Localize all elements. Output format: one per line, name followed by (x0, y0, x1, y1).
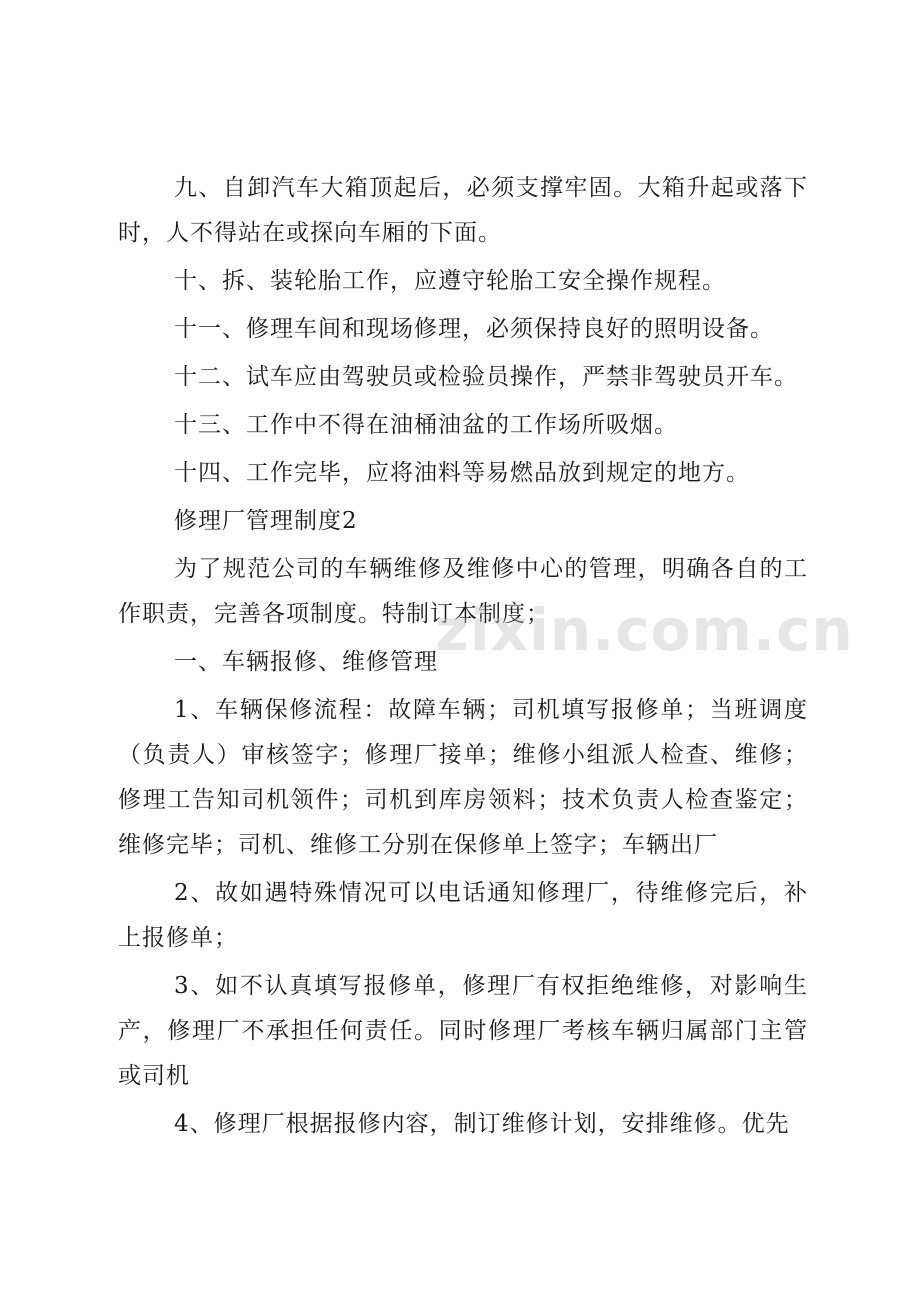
paragraph-intro: 为了规范公司的车辆维修及维修中心的管理，明确各自的工作职责，完善各项制度。特制订本制度； (118, 556, 808, 627)
paragraph-rule-12: 十二、试车应由驾驶员或检验员操作，严禁非驾驶员开车。 (174, 364, 798, 390)
paragraph-rule-10: 十、拆、装轮胎工作，应遵守轮胎工安全操作规程。 (174, 268, 726, 294)
paragraph-rule-14: 十四、工作完毕，应将油料等易燃品放到规定的地方。 (174, 460, 750, 486)
document-body (118, 166, 808, 1150)
section-heading: 修理厂管理制度2 (174, 508, 358, 534)
paragraph-rule-13: 十三、工作中不得在油桶油盆的工作场所吸烟。 (174, 412, 678, 438)
subsection-heading: 一、车辆报修、维修管理 (174, 649, 438, 675)
paragraph-item-4: 4、修理厂根据报修内容，制订维修计划，安排维修。优先 (174, 1111, 790, 1137)
paragraph-rule-11: 十一、修理车间和现场修理，必须保持良好的照明设备。 (174, 316, 774, 342)
paragraph-item-2: 2、故如遇特殊情况可以电话通知修理厂，待维修完后，补上报修单； (118, 880, 808, 951)
paragraph-item-1: 1、车辆保修流程：故障车辆；司机填写报修单；当班调度（负责人）审核签字；修理厂接单；维修小组派人检查、维修；修理工告知司机领件；司机到库房领料；技术负责人检查鉴定；维修完毕；司机、维修工分别在保修单上签字；车辆出厂 (118, 697, 808, 858)
watermark-text: zixin.com.cn (435, 596, 854, 664)
paragraph-item-3: 3、如不认真填写报修单，修理厂有权拒绝维修，对影响生产，修理厂不承担任何责任。同时修理厂考核车辆归属部门主管或司机 (118, 973, 808, 1089)
paragraph-rule-9: 九、自卸汽车大箱顶起后，必须支撑牢固。大箱升起或落下时，人不得站在或探向车厢的下面。 (118, 175, 808, 246)
